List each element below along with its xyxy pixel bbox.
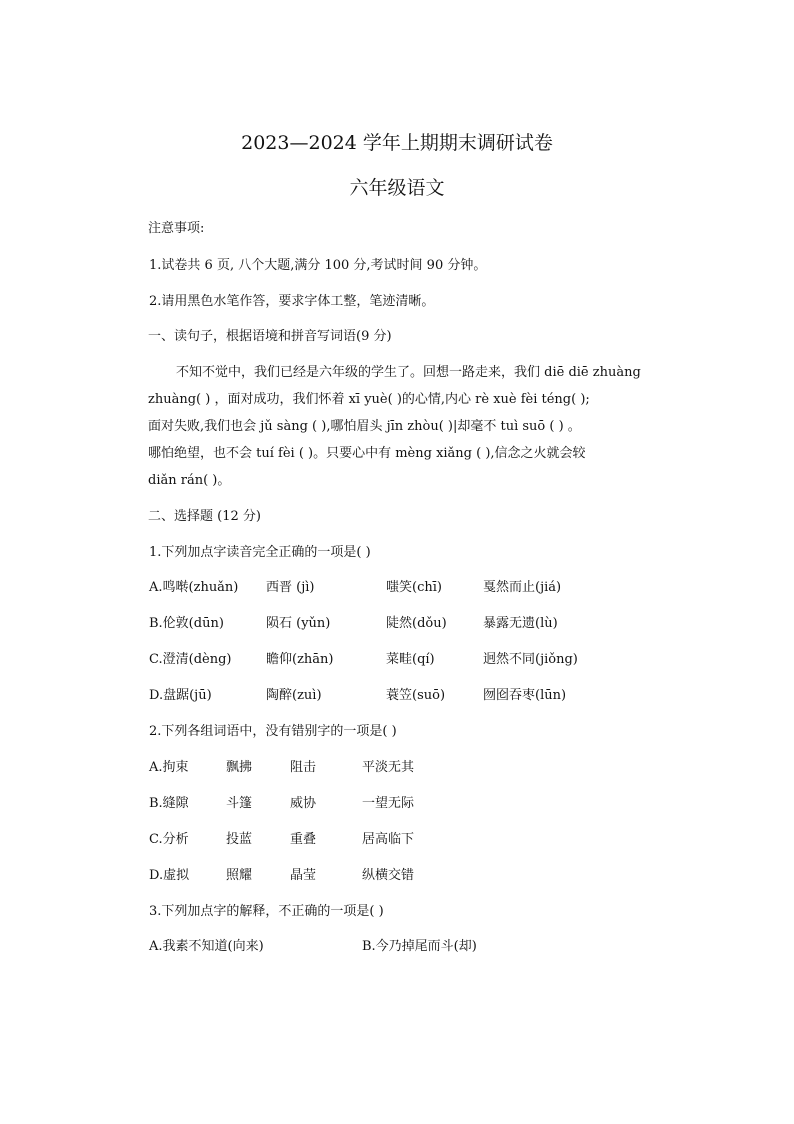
option-cell: 迥然不同(jiǒng) — [483, 652, 578, 667]
option-cell: 瞻仰(zhān) — [266, 652, 334, 667]
section1-line-2: zhuàng( ) ，面对成功，我们怀着 xī yuè( )的心情,内心 rè xuè fèi téng( ); — [148, 392, 590, 407]
option-cell: 蓑笠(suō) — [386, 688, 446, 703]
question-3-stem: 3.下列加点字的解释，不正确的一项是( ) — [149, 904, 384, 919]
option-cell: 斗篷 — [226, 796, 253, 811]
option-cell: 照耀 — [226, 868, 253, 883]
notes-item-2: 2.请用黑色水笔作答，要求字体工整，笔迹清晰。 — [149, 294, 435, 309]
option-cell: D.盘踞(jū) — [149, 688, 212, 703]
option-cell: 菜畦(qí) — [386, 652, 435, 667]
option-cell: 陡然(dǒu) — [386, 616, 447, 631]
question-2-stem: 2.下列各组词语中，没有错别字的一项是( ) — [149, 724, 397, 739]
exam-title: 2023—2024 学年上期期末调研试卷 — [241, 132, 553, 154]
question-1-stem: 1.下列加点字读音完全正确的一项是( ) — [149, 545, 371, 560]
option-cell: C.澄清(dèng) — [149, 652, 232, 667]
section1-line-4: 哪怕绝望，也不会 tuí fèi ( )。只要心中有 mèng xiǎng ( ),信念之火就会较 — [148, 446, 586, 461]
section2-heading: 二、选择题 (12 分) — [148, 509, 261, 524]
section1-heading: 一、读句子，根据语境和拼音写词语(9 分) — [148, 329, 392, 344]
option-cell: 嗤笑(chī) — [386, 580, 442, 595]
option-cell: 阻击 — [290, 760, 317, 775]
option-cell: 陨石 (yǔn) — [266, 616, 331, 631]
exam-subtitle: 六年级语文 — [349, 177, 445, 199]
option-cell: 囫囵吞枣(lūn) — [483, 688, 567, 703]
option-cell: 平淡无其 — [362, 760, 415, 775]
section1-line-5: diǎn rán( )。 — [148, 473, 231, 488]
option-cell: B.缝隙 — [149, 796, 189, 811]
option-cell: A.我素不知道(向来) — [149, 939, 264, 954]
notes-item-1: 1.试卷共 6 页, 八个大题,满分 100 分,考试时间 90 分钟。 — [149, 258, 487, 273]
option-cell: 陶醉(zuì) — [266, 688, 322, 703]
option-cell: 投蓝 — [226, 832, 253, 847]
option-cell: 暴露无遗(lù) — [483, 616, 558, 631]
option-cell: 西晋 (jì) — [266, 580, 315, 595]
option-cell: 飘拂 — [226, 760, 253, 775]
section1-line-3: 面对失败,我们也会 jǔ sàng ( ),哪怕眉头 jīn zhòu( )|却毫不 tuì suō ( ) 。 — [148, 419, 581, 434]
option-cell: 晶莹 — [290, 868, 317, 883]
option-cell: B.今乃掉尾而斗(却) — [362, 939, 477, 954]
option-cell: C.分析 — [149, 832, 189, 847]
option-cell: A.拘束 — [149, 760, 189, 775]
option-cell: B.伦敦(dūn) — [149, 616, 224, 631]
option-cell: A.鸣啭(zhuǎn) — [149, 580, 239, 595]
section1-line-1: 不知不觉中，我们已经是六年级的学生了。回想一路走来，我们 diē diē zhuàng — [176, 365, 641, 380]
option-cell: 重叠 — [290, 832, 317, 847]
option-cell: 一望无际 — [362, 796, 415, 811]
option-cell: 居高临下 — [362, 832, 415, 847]
option-cell: 纵横交错 — [362, 868, 415, 883]
notes-heading: 注意事项: — [148, 221, 205, 236]
option-cell: 戛然而止(jiá) — [483, 580, 562, 595]
option-cell: D.虚拟 — [149, 868, 190, 883]
option-cell: 威协 — [290, 796, 317, 811]
